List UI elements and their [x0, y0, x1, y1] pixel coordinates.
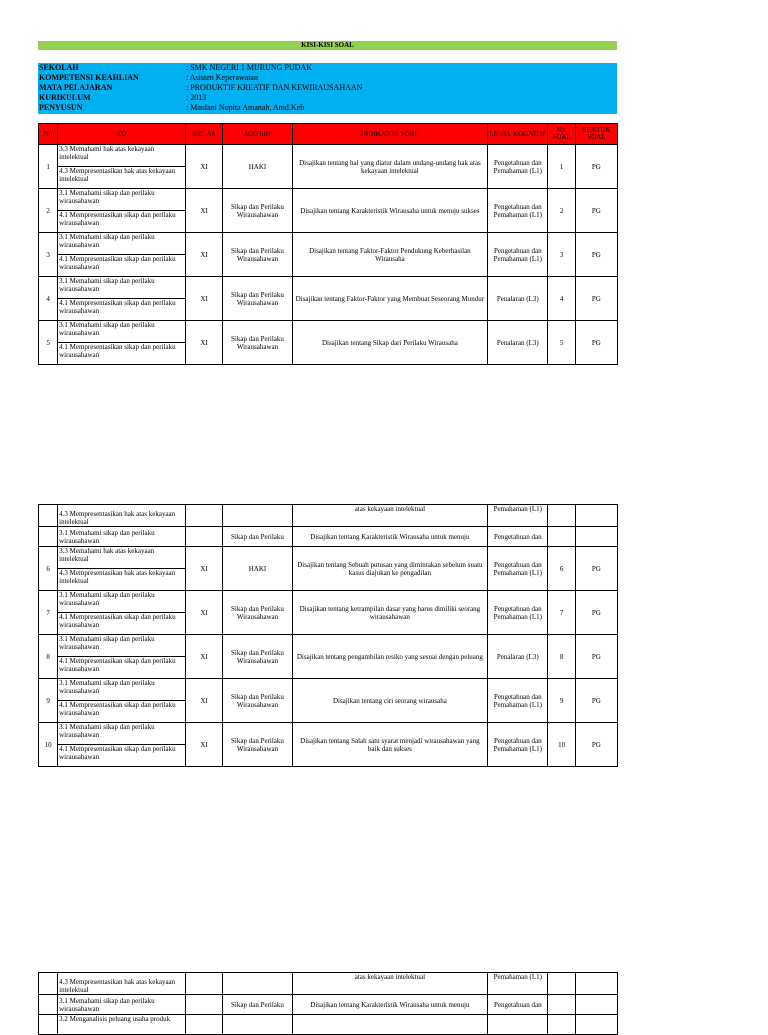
kd-cell [58, 635, 186, 679]
level-cell: Pemahaman (L1) [488, 973, 548, 995]
bentuk-cell: PG [575, 189, 617, 233]
table-row [39, 547, 618, 591]
level-cell: Pengetahuan dan [488, 995, 548, 1015]
table-row-partial [39, 527, 618, 547]
kd-cell [58, 591, 186, 635]
table-row-partial [39, 1015, 618, 1035]
info-value: : SMK NEGERI 1 MURUNG PUDAK [186, 63, 313, 72]
level-cell: Pengetahuan dan [488, 527, 548, 547]
kd-cell: 3.1 Memahami sikap dan perilaku wirausahawan [58, 527, 186, 547]
bentuk-cell: PG [575, 321, 617, 365]
nosoal-cell: 5 [548, 321, 575, 365]
info-label: KURIKULUM [39, 93, 91, 102]
header-no: No [39, 124, 58, 145]
kelas-cell: XI [186, 635, 223, 679]
materi-cell: Sikap dan Perilaku Wirausahawan [223, 321, 292, 365]
header-kelas: KELAS [186, 124, 223, 145]
kd-cell [58, 233, 186, 277]
no-cell: 7 [39, 591, 58, 635]
kisi-table-page1 [38, 123, 618, 365]
table-row [39, 591, 618, 635]
indikator-cell: Disajikan tentang Salah satu syarat menjadi wirausahawan yang baik dan sukses [292, 723, 487, 767]
kd-knowledge: 3.1 Memahami sikap dan perilaku wirausahawan [58, 233, 185, 255]
materi-cell: Sikap dan Perilaku Wirausahawan [223, 233, 292, 277]
nosoal-cell: 7 [548, 591, 575, 635]
header-nosoal: No. SOAL [548, 124, 575, 145]
materi-cell: HAKI [223, 145, 292, 189]
indikator-cell: Disajikan tentang Faktor-Faktor yang Membuat Seseorang Mundur [292, 277, 487, 321]
kd-knowledge: 3.1 Memahami sikap dan perilaku wirausahawan [58, 321, 185, 343]
no-cell: 4 [39, 277, 58, 321]
bentuk-cell: PG [575, 723, 617, 767]
kd-cell [58, 679, 186, 723]
table-row [39, 189, 618, 233]
table-row [39, 679, 618, 723]
kd-cell: 3.2 Menganalisis peluang usaha produk [58, 1015, 186, 1035]
kd-skill: 4.1 Mempresentasikan sikap dan perilaku wirausahawan [59, 613, 176, 629]
info-value: : Maulani Nopita Amanah, Amd.Keb [186, 103, 305, 112]
nosoal-cell: 1 [548, 145, 575, 189]
kd-knowledge: 3.3 Memahami hak atas kekayaan intelektual [58, 145, 185, 167]
materi-cell: Sikap dan Perilaku Wirausahawan [223, 635, 292, 679]
info-value: : 2013 [186, 93, 207, 102]
nosoal-cell: 3 [548, 233, 575, 277]
table-row [39, 145, 618, 189]
header-kd: KD [58, 124, 186, 145]
no-cell: 10 [39, 723, 58, 767]
no-cell: 5 [39, 321, 58, 365]
no-cell: 8 [39, 635, 58, 679]
kd-knowledge: 3.1 Memahami sikap dan perilaku wirausahawan [58, 189, 185, 211]
table-header-row [39, 124, 618, 145]
info-label: PENYUSUN [39, 103, 83, 112]
kelas-cell: XI [186, 321, 223, 365]
materi-cell: Sikap dan Perilaku Wirausahawan [223, 189, 292, 233]
no-cell: 9 [39, 679, 58, 723]
level-cell: Pengetahuan dan Pemahaman (L1) [488, 591, 548, 635]
level-cell: Pengetahuan dan Pemahaman (L1) [488, 145, 548, 189]
kd-cell [58, 321, 186, 365]
kisi-table-page2 [38, 504, 618, 767]
materi-cell: HAKI [223, 547, 292, 591]
document-title: KISI-KISI SOAL [38, 41, 617, 50]
info-row-mapel [38, 83, 617, 93]
kd-cell [58, 723, 186, 767]
kelas-cell: XI [186, 189, 223, 233]
table-row-partial [39, 505, 618, 527]
no-cell: 1 [39, 145, 58, 189]
level-cell: Penalaran (L3) [488, 277, 548, 321]
indikator-cell: Disajikan tentang pengambilan resiko yang sesuai dengan peluang [292, 635, 487, 679]
table-row [39, 233, 618, 277]
info-value: : Asisten Keperawatan [186, 73, 258, 82]
kd-knowledge: 3.1 Memahami sikap dan perilaku wirausahawan [58, 635, 185, 657]
kd-knowledge: 3.3 Memahami hak atas kekayaan intelektual [58, 547, 185, 569]
kd-skill: 4.1 Mempresentasikan sikap dan perilaku wirausahawan [59, 745, 176, 761]
level-cell: Pengetahuan dan Pemahaman (L1) [488, 679, 548, 723]
kd-knowledge: 3.1 Memahami sikap dan perilaku wirausahawan [58, 723, 185, 745]
materi-cell: Sikap dan Perilaku Wirausahawan [223, 679, 292, 723]
indikator-cell: atas kekayaan intelektual [292, 505, 487, 527]
indikator-cell: Disajikan tentang hal yang diatur dalam undang-undang hak atas kekayaan intelektual [292, 145, 487, 189]
table-row [39, 635, 618, 679]
kd-cell [58, 277, 186, 321]
kd-cell: 4.3 Mempresentasikan hak atas kekayaan intelektual [58, 505, 186, 527]
materi-cell: Sikap dan Perilaku Wirausahawan [223, 591, 292, 635]
table-row [39, 723, 618, 767]
table-row-partial [39, 995, 618, 1015]
kelas-cell: XI [186, 723, 223, 767]
nosoal-cell: 9 [548, 679, 575, 723]
no-cell: 2 [39, 189, 58, 233]
kd-knowledge: 3.1 Memahami sikap dan perilaku wirausahawan [58, 591, 185, 613]
indikator-cell: Disajikan tentang Sebuah putusan yang dimintakan sebelum suatu kasus diajukan ke pengadilan [292, 547, 487, 591]
indikator-cell: atas kekayaan intelektual [292, 973, 487, 995]
table-row-partial [39, 973, 618, 995]
indikator-cell: Disajikan tentang Karakteristik Wirausaha untuk menuju [292, 527, 487, 547]
indikator-cell: Disajikan tentang ketrampilan dasar yang harus dimiliki seorang wirausahawan [292, 591, 487, 635]
header-level: LEVEL KOGNITIF [488, 124, 548, 145]
info-label: SEKOLAH [39, 63, 79, 72]
indikator-cell: Disajikan tentang Faktor-Faktor Pendukung Keberhasilan Wirausaha [292, 233, 487, 277]
kd-cell [58, 547, 186, 591]
materi-cell: Sikap dan Perilaku [223, 527, 292, 547]
kelas-cell: XI [186, 233, 223, 277]
kelas-cell: XI [186, 591, 223, 635]
info-label: KOMPETENSI KEAHLIAN [39, 73, 139, 82]
bentuk-cell: PG [575, 591, 617, 635]
bentuk-cell: PG [575, 679, 617, 723]
bentuk-cell: PG [575, 635, 617, 679]
indikator-cell: Disajikan tentang Karakteristik Wirausaha untuk menuju sukses [292, 189, 487, 233]
kd-cell: 4.3 Mempresentasikan hak atas kekayaan intelektual [58, 973, 186, 995]
header-indikator: INDIKATOR SOAL [292, 124, 487, 145]
nosoal-cell: 6 [548, 547, 575, 591]
kd-skill: 4.1 Mempresentasikan sikap dan perilaku wirausahawan [59, 255, 176, 271]
indikator-cell: Disajikan tentang Karakteristik Wirausaha untuk menuju [292, 995, 487, 1015]
info-block [38, 63, 617, 114]
bentuk-cell: PG [575, 233, 617, 277]
header-materi: MATERI [223, 124, 292, 145]
kd-cell: 3.1 Memahami sikap dan perilaku wirausahawan [58, 995, 186, 1015]
kd-knowledge: 3.1 Memahami sikap dan perilaku wirausahawan [58, 679, 185, 701]
level-cell: Penalaran (L3) [488, 635, 548, 679]
nosoal-cell: 4 [548, 277, 575, 321]
info-row-kompetensi [38, 73, 617, 83]
nosoal-cell: 2 [548, 189, 575, 233]
info-value: : PRODUKTIF KREATIF DAN KEWIRAUSAHAAN [186, 83, 363, 92]
kd-cell [58, 145, 186, 189]
level-cell: Pengetahuan dan Pemahaman (L1) [488, 547, 548, 591]
level-cell: Pengetahuan dan Pemahaman (L1) [488, 189, 548, 233]
table-row [39, 321, 618, 365]
indikator-cell: Disajikan tentang ciri seorang wirausaha [292, 679, 487, 723]
kd-cell [58, 189, 186, 233]
no-cell: 6 [39, 547, 58, 591]
info-row-sekolah [38, 63, 617, 73]
kd-skill: 4.1 Mempresentasikan sikap dan perilaku wirausahawan [59, 657, 176, 673]
kd-skill: 4.1 Mempresentasikan sikap dan perilaku wirausahawan [59, 299, 176, 315]
bentuk-cell: PG [575, 277, 617, 321]
info-row-penyusun [38, 103, 617, 113]
indikator-cell: Disajikan tentang Sikap dari Perilaku Wirausaha [292, 321, 487, 365]
bentuk-cell: PG [575, 547, 617, 591]
level-cell: Pengetahuan dan Pemahaman (L1) [488, 233, 548, 277]
kd-skill: 4.1 Mempresentasikan sikap dan perilaku wirausahawan [59, 701, 176, 717]
materi-cell: Sikap dan Perilaku Wirausahawan [223, 723, 292, 767]
kd-skill: 4.1 Mempresentasikan sikap dan perilaku wirausahawan [59, 343, 176, 359]
kelas-cell: XI [186, 145, 223, 189]
kelas-cell: XI [186, 277, 223, 321]
level-cell: Penalaran (L3) [488, 321, 548, 365]
level-cell: Pemahaman (L1) [488, 505, 548, 527]
kd-skill: 4.3 Mempresentasikan hak atas kekayaan intelektual [59, 167, 176, 183]
nosoal-cell: 10 [548, 723, 575, 767]
table-row [39, 277, 618, 321]
kd-skill: 4.1 Mempresentasikan sikap dan perilaku wirausahawan [59, 211, 176, 227]
materi-cell: Sikap dan Perilaku Wirausahawan [223, 277, 292, 321]
info-label: MATA PELAJARAN [39, 83, 113, 92]
bentuk-cell: PG [575, 145, 617, 189]
kisi-table-page3 [38, 972, 618, 1035]
no-cell: 3 [39, 233, 58, 277]
kd-skill: 4.3 Mempresentasikan hak atas kekayaan intelektual [59, 569, 176, 585]
kd-knowledge: 3.1 Memahami sikap dan perilaku wirausahawan [58, 277, 185, 299]
info-row-kurikulum [38, 93, 617, 103]
kelas-cell: XI [186, 547, 223, 591]
level-cell: Pengetahuan dan Pemahaman (L1) [488, 723, 548, 767]
nosoal-cell: 8 [548, 635, 575, 679]
kelas-cell: XI [186, 679, 223, 723]
materi-cell: Sikap dan Perilaku [223, 995, 292, 1015]
header-bentuk: BENTUK SOAL [575, 124, 617, 145]
